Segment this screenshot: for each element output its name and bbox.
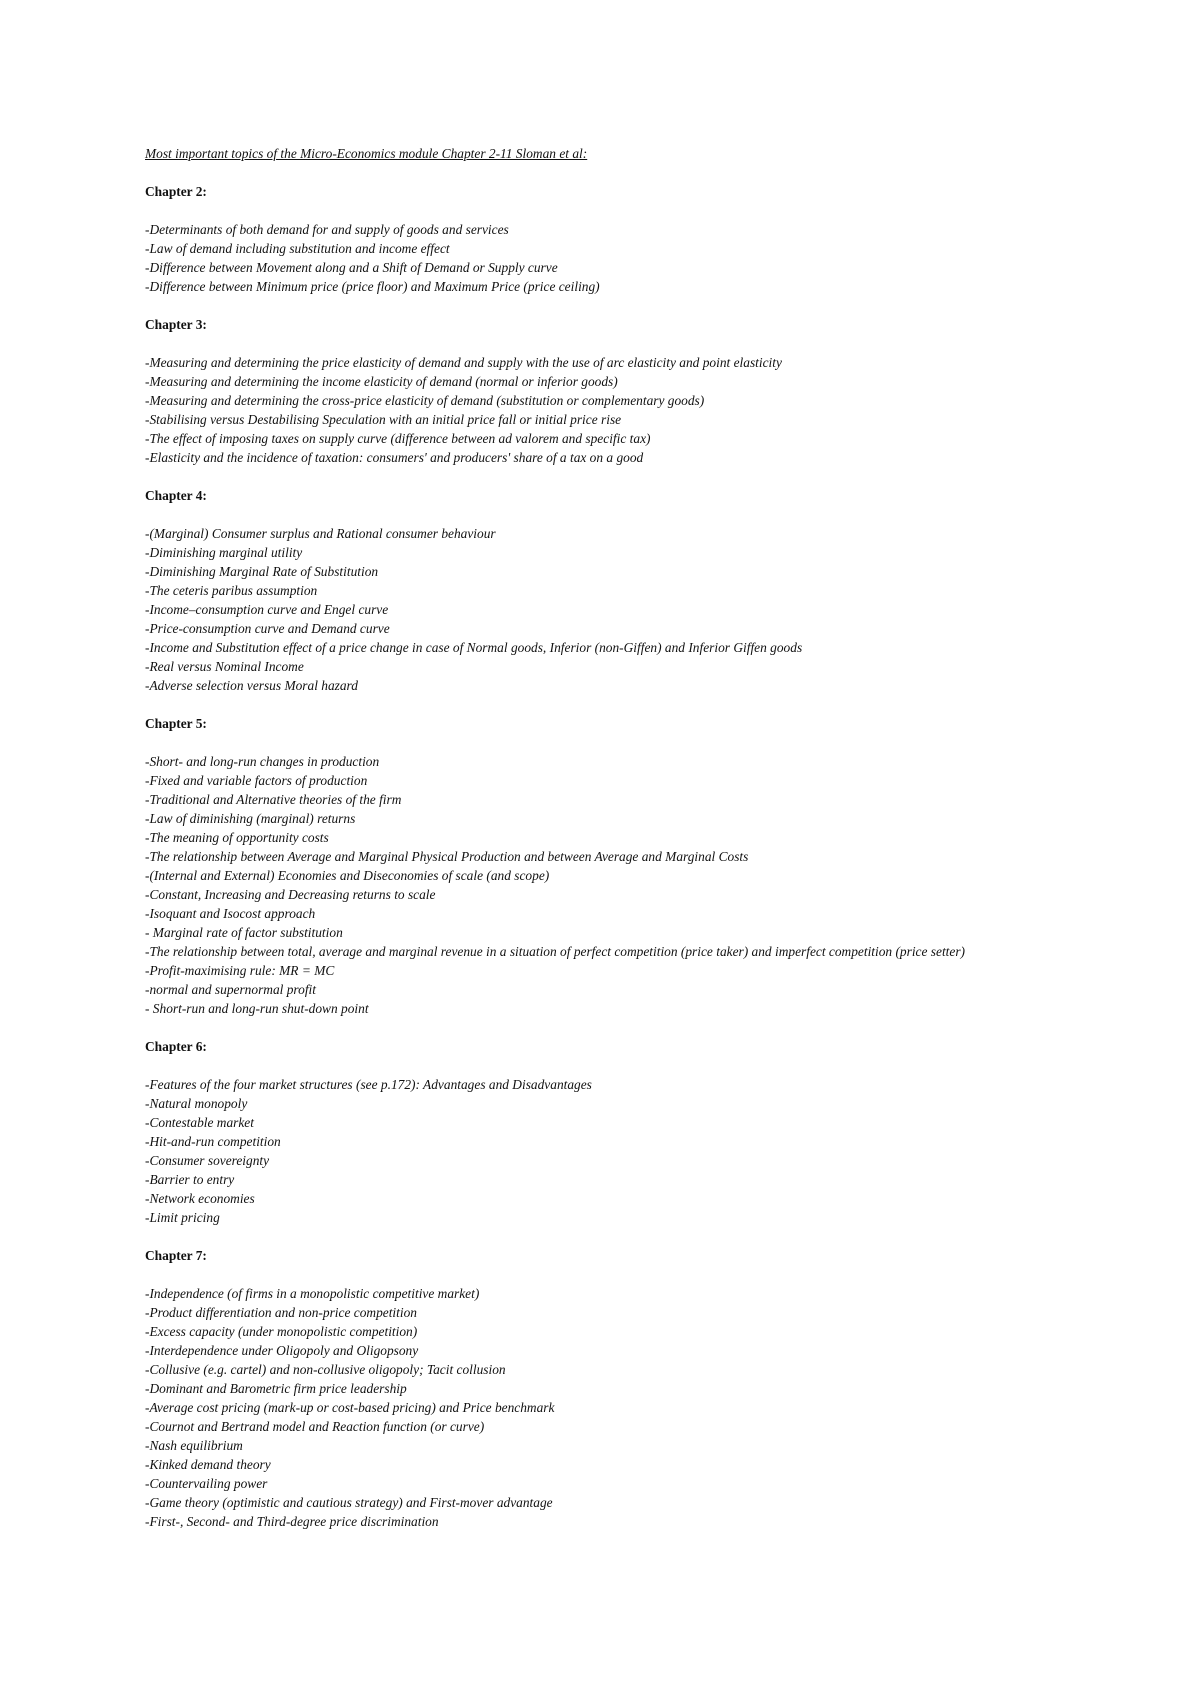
topic-item: -First-, Second- and Third-degree price discrimination bbox=[145, 1514, 439, 1529]
topic-item: -Real versus Nominal Income bbox=[145, 659, 304, 674]
topic-list bbox=[145, 1284, 1045, 1531]
topic-list bbox=[145, 524, 1045, 695]
topic-item: -Hit-and-run competition bbox=[145, 1134, 281, 1149]
topic-item: -Network economies bbox=[145, 1191, 255, 1206]
topic-item: -Features of the four market structures (see p.172): Advantages and Disadvantages bbox=[145, 1077, 592, 1092]
topic-item: - Marginal rate of factor substitution bbox=[145, 925, 343, 940]
document-title: Most important topics of the Micro-Economics module Chapter 2-11 Sloman et al: bbox=[145, 146, 588, 161]
topic-item: - Short-run and long-run shut-down point bbox=[145, 1001, 369, 1016]
topic-item: -Excess capacity (under monopolistic competition) bbox=[145, 1324, 418, 1339]
topic-item: -Dominant and Barometric firm price leadership bbox=[145, 1381, 407, 1396]
chapters-container bbox=[145, 182, 1045, 1531]
chapter-heading: Chapter 2: bbox=[145, 184, 207, 199]
topic-item: -Fixed and variable factors of production bbox=[145, 773, 368, 788]
topic-item: -Countervailing power bbox=[145, 1476, 268, 1491]
topic-list bbox=[145, 220, 1045, 296]
topic-item: -Independence (of firms in a monopolistic competitive market) bbox=[145, 1286, 480, 1301]
topic-item: -Difference between Movement along and a Shift of Demand or Supply curve bbox=[145, 260, 558, 275]
topic-item: -Law of demand including substitution and income effect bbox=[145, 241, 450, 256]
topic-item: -The relationship between total, average and marginal revenue in a situation of perfect competition (price taker) and imperfect competition (price setter) bbox=[145, 944, 965, 959]
topic-item: -Constant, Increasing and Decreasing returns to scale bbox=[145, 887, 436, 902]
topic-item: -Short- and long-run changes in production bbox=[145, 754, 380, 769]
chapter-section bbox=[145, 315, 1045, 467]
topic-item: -Stabilising versus Destabilising Speculation with an initial price fall or initial price rise bbox=[145, 412, 622, 427]
topic-item: -Profit-maximising rule: MR = MC bbox=[145, 963, 335, 978]
chapter-section bbox=[145, 486, 1045, 695]
topic-item: -The effect of imposing taxes on supply curve (difference between ad valorem and specific tax) bbox=[145, 431, 651, 446]
topic-list bbox=[145, 752, 1045, 1018]
topic-item: -The relationship between Average and Marginal Physical Production and between Average and Marginal Costs bbox=[145, 849, 749, 864]
topic-item: -Traditional and Alternative theories of the firm bbox=[145, 792, 402, 807]
topic-item: -(Internal and External) Economies and Diseconomies of scale (and scope) bbox=[145, 868, 550, 883]
topic-item: -The ceteris paribus assumption bbox=[145, 583, 318, 598]
topic-item: -Diminishing marginal utility bbox=[145, 545, 303, 560]
topic-item: -Nash equilibrium bbox=[145, 1438, 243, 1453]
topic-item: -Price-consumption curve and Demand curve bbox=[145, 621, 390, 636]
topic-item: -Barrier to entry bbox=[145, 1172, 235, 1187]
chapter-section bbox=[145, 1037, 1045, 1227]
topic-item: -Consumer sovereignty bbox=[145, 1153, 270, 1168]
topic-item: -Limit pricing bbox=[145, 1210, 220, 1225]
topic-item: -Law of diminishing (marginal) returns bbox=[145, 811, 356, 826]
document-page bbox=[145, 144, 1045, 1550]
topic-item: -Interdependence under Oligopoly and Oligopsony bbox=[145, 1343, 419, 1358]
topic-item: -Income–consumption curve and Engel curve bbox=[145, 602, 389, 617]
topic-item: -Determinants of both demand for and supply of goods and services bbox=[145, 222, 509, 237]
topic-item: -Collusive (e.g. cartel) and non-collusive oligopoly; Tacit collusion bbox=[145, 1362, 506, 1377]
topic-item: -Diminishing Marginal Rate of Substitution bbox=[145, 564, 379, 579]
topic-item: -Elasticity and the incidence of taxation: consumers' and producers' share of a tax on a good bbox=[145, 450, 644, 465]
topic-item: -Kinked demand theory bbox=[145, 1457, 271, 1472]
topic-item: -The meaning of opportunity costs bbox=[145, 830, 329, 845]
topic-item: -normal and supernormal profit bbox=[145, 982, 316, 997]
topic-item: -Contestable market bbox=[145, 1115, 254, 1130]
topic-item: -Product differentiation and non-price competition bbox=[145, 1305, 417, 1320]
topic-item: -Measuring and determining the cross-price elasticity of demand (substitution or complementary goods) bbox=[145, 393, 705, 408]
topic-item: -Isoquant and Isocost approach bbox=[145, 906, 316, 921]
topic-item: -Income and Substitution effect of a price change in case of Normal goods, Inferior (non-Giffen) and Inferior Giffen goods bbox=[145, 640, 803, 655]
chapter-section bbox=[145, 714, 1045, 1018]
topic-item: -(Marginal) Consumer surplus and Rational consumer behaviour bbox=[145, 526, 496, 541]
chapter-heading: Chapter 6: bbox=[145, 1039, 207, 1054]
topic-list bbox=[145, 353, 1045, 467]
topic-item: -Game theory (optimistic and cautious strategy) and First-mover advantage bbox=[145, 1495, 553, 1510]
chapter-heading: Chapter 5: bbox=[145, 716, 207, 731]
chapter-heading: Chapter 3: bbox=[145, 317, 207, 332]
topic-item: -Adverse selection versus Moral hazard bbox=[145, 678, 358, 693]
chapter-heading: Chapter 4: bbox=[145, 488, 207, 503]
chapter-heading: Chapter 7: bbox=[145, 1248, 207, 1263]
topic-item: -Natural monopoly bbox=[145, 1096, 248, 1111]
topic-item: -Measuring and determining the price elasticity of demand and supply with the use of arc elasticity and point elasticity bbox=[145, 355, 782, 370]
chapter-section bbox=[145, 182, 1045, 296]
topic-item: -Difference between Minimum price (price floor) and Maximum Price (price ceiling) bbox=[145, 279, 600, 294]
topic-item: -Measuring and determining the income elasticity of demand (normal or inferior goods) bbox=[145, 374, 618, 389]
topic-item: -Average cost pricing (mark-up or cost-based pricing) and Price benchmark bbox=[145, 1400, 555, 1415]
chapter-section bbox=[145, 1246, 1045, 1531]
topic-item: -Cournot and Bertrand model and Reaction function (or curve) bbox=[145, 1419, 485, 1434]
topic-list bbox=[145, 1075, 1045, 1227]
